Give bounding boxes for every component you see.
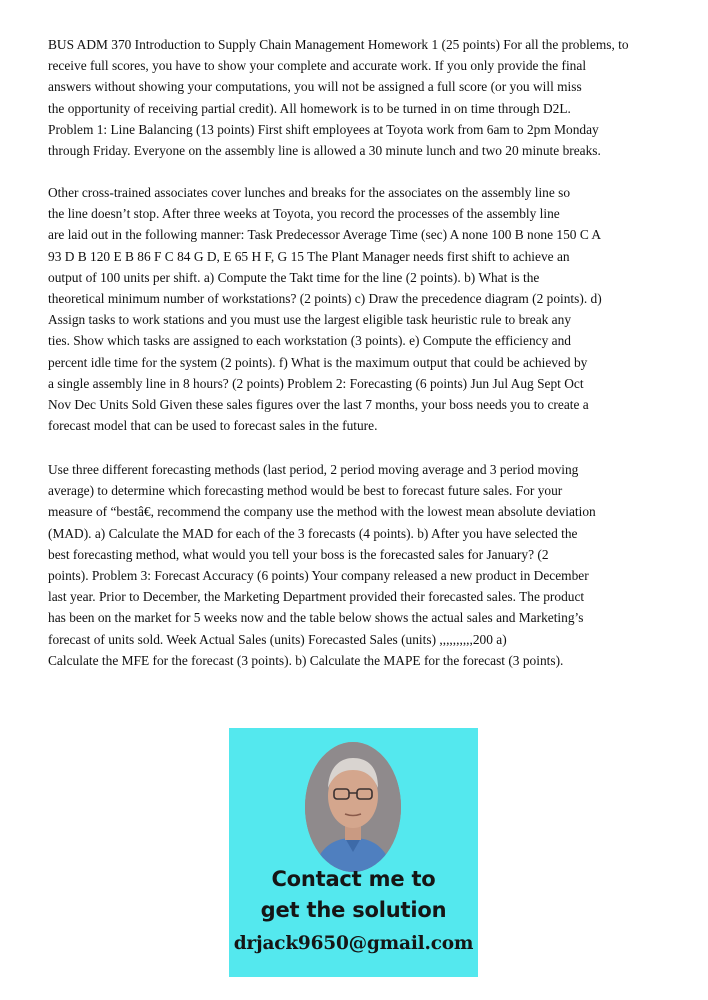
text-line: answers without showing your computations, you will not be assigned a full score (or you will miss: [48, 79, 582, 95]
text-line: through Friday. Everyone on the assembly line is allowed a 30 minute lunch and two 20 minute breaks.: [48, 142, 601, 158]
text-line: measure of “bestâ€, recommend the company use the method with the lowest mean absolute deviation: [48, 504, 596, 520]
portrait-illustration: [305, 742, 401, 872]
text-line: has been on the market for 5 weeks now and the table below shows the actual sales and Marketing’s: [48, 610, 584, 626]
text-line: Assign tasks to work stations and you must use the largest eligible task heuristic rule to break any: [48, 312, 572, 328]
text-line: the opportunity of receiving partial credit). All homework is to be turned in on time through D2L.: [48, 100, 571, 116]
portrait-photo: [305, 742, 401, 872]
text-line: Use three different forecasting methods (last period, 2 period moving average and 3 period moving: [48, 462, 579, 477]
text-line: output of 100 units per shift. a) Compute the Takt time for the line (2 points). b) What is the: [48, 269, 540, 285]
text-line: a single assembly line in 8 hours? (2 points) Problem 2: Forecasting (6 points) Jun Jul Aug Sept Oct: [48, 375, 584, 391]
text-line: Other cross-trained associates cover lunches and breaks for the associates on the assembly line so: [48, 185, 571, 200]
text-line: points). Problem 3: Forecast Accuracy (6 points) Your company released a new product in December: [48, 567, 589, 583]
text-line: the line doesn’t stop. After three weeks at Toyota, you record the processes of the assembly line: [48, 206, 560, 222]
text-line: forecast of units sold. Week Actual Sales (units) Forecasted Sales (units) ,,,,,,,,,,200 a): [48, 631, 507, 647]
text-line: (MAD). a) Calculate the MAD for each of the 3 forecasts (4 points). b) After you have selected the: [48, 525, 578, 541]
text-line: BUS ADM 370 Introduction to Supply Chain Management Homework 1 (25 points) For all the problems, to: [48, 37, 629, 52]
contact-heading-line-2: get the solution: [260, 898, 447, 922]
text-line: forecast model that can be used to forecast sales in the future.: [48, 418, 378, 434]
text-line: Calculate the MFE for the forecast (3 points). b) Calculate the MAPE for the forecast (3 points).: [48, 652, 564, 668]
contact-email[interactable]: drjack9650@gmail.com: [233, 933, 474, 954]
paragraph-problem-2-3: [48, 459, 688, 671]
text-line: ties. Show which tasks are assigned to each workstation (3 points). e) Compute the efficiency and: [48, 333, 571, 349]
text-line: Problem 1: Line Balancing (13 points) First shift employees at Toyota work from 6am to 2pm Monday: [48, 121, 599, 137]
contact-card[interactable]: [229, 728, 478, 977]
text-line: Nov Dec Units Sold Given these sales figures over the last 7 months, your boss needs you to create a: [48, 396, 589, 412]
text-line: theoretical minimum number of workstations? (2 points) c) Draw the precedence diagram (2 points). d): [48, 290, 602, 306]
paragraph-intro: [48, 34, 688, 161]
text-line: receive full scores, you have to show your complete and accurate work. If you only provide the final: [48, 58, 587, 74]
paragraph-problem-1: [48, 182, 688, 436]
text-line: last year. Prior to December, the Marketing Department provided their forecasted sales. The product: [48, 589, 585, 605]
text-line: 93 D B 120 E B 86 F C 84 G D, E 65 H F, G 15 The Plant Manager needs first shift to achieve an: [48, 248, 570, 264]
contact-heading-line-1: Contact me to: [271, 867, 436, 891]
text-line: average) to determine which forecasting method would be best to forecast future sales. For your: [48, 483, 563, 499]
text-line: best forecasting method, what would you tell your boss is the forecasted sales for January? (2: [48, 546, 549, 562]
text-line: are laid out in the following manner: Task Predecessor Average Time (sec) A none 100 B none 150 C A: [48, 227, 602, 243]
text-line: percent idle time for the system (2 points). f) What is the maximum output that could be achieved by: [48, 354, 588, 370]
